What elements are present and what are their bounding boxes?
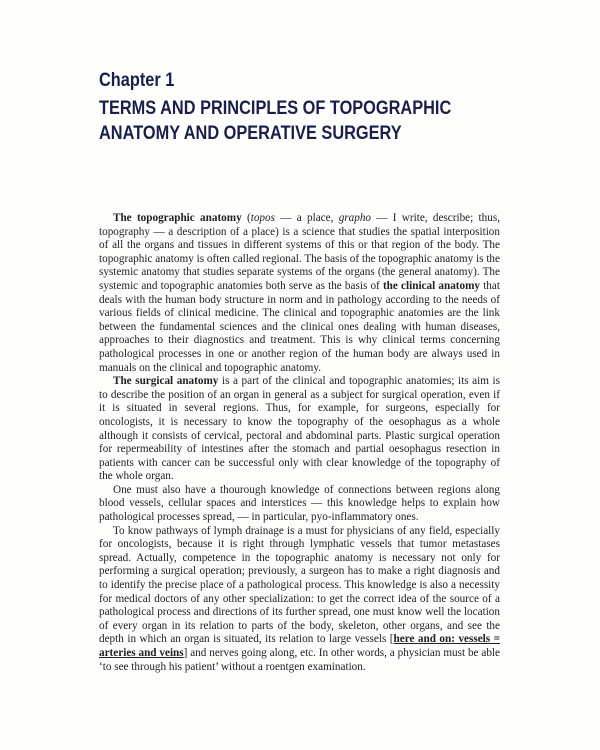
body-text [99,212,500,674]
chapter-number: Chapter 1 [99,70,175,91]
chapter-title-line-1: TERMS AND PRINCIPLES OF TOPOGRAPHIC [99,98,452,119]
chapter-title-line-2: ANATOMY AND OPERATIVE SURGERY [99,123,402,144]
chapter-title [99,96,451,146]
term-clinical-anatomy: the clinical anatomy [382,279,481,292]
paragraph-surgical-anatomy: The surgical anatomy is a part of the clinical and topographic anatomies; its aim is to describe the position of an organ in general as a subject for surgical operation, even if it is situated in several regions. Thus, for example, for surgeons, especially for oncologists, it is necessary to know the topography of the oesophagus as a whole although it consists of cervical, pectoral and abdominal parts. Plastic surgical operation for repermeability of intestines after the stomach and partial oesophagus resection in patients with cancer can be successful only with clear knowledge of the topography of the whole organ. [99,375,500,483]
term-topos: topos [250,212,275,224]
paragraph-connections: One must also have a thourough knowledge of connections between regions along blood vessels, cellular spaces and interstices — this knowledge helps to explain how pathological processes spread, — in particular, pyo-inflammatory ones. [99,483,500,524]
term-grapho: grapho [338,212,372,224]
vessels-note: here and on: vessels = arteries and veins [99,633,500,659]
term-surgical-anatomy: The surgical anatomy [113,375,219,388]
paragraph-topographic-anatomy: The topographic anatomy (topos — a place, grapho — I write, describe; thus, topography — a description of a place) is a science that studies the spatial interposition of all the organs and tissues in different systems of this or that region of the body. The topographic anatomy is often called regional. The basis of the topographic anatomy is the systemic anatomy that studies separate systems of the organs (the general anatomy). The systemic and topographic anatomies both serve as the basis of the clinical anatomy that deals with the human body structure in norm and in pathology according to the needs of various fields of clinical medicine. The clinical and topographic anatomies are the link between the fundamental sciences and the clinical ones dealing with human diseases, approaches to their diagnostics and treatment. This is why clinical terms concerning pathological processes in one or another region of the human body are always used in manuals on the clinical and topographic anatomy. [99,212,500,374]
paragraph-lymph-drainage: To know pathways of lymph drainage is a must for physicians of any field, especially for oncologists, because it is right through lymphatic vessels that tumor metastases spread. Actually, competence in the topographic anatomy is necessary not only for performing a surgical operation; previously, a surgeon has to make a right diagnosis and to identify the precise place of a pathological process. This knowledge is also a necessity for medical doctors of any other specialization: to get the correct idea of the source of a pathological process and directions of its further spread, one must know well the location of every organ in its relation to parts of the body, skeleton, other organs, and see the depth in which an organ is situated, its relation to large vessels [here and on: vessels = arteries and veins] and nerves going along, etc. In other words, a physician must be able ‘to see through his patient’ without a roentgen examination. [99,524,500,673]
term-topographic-anatomy: The topographic anatomy [113,212,242,224]
